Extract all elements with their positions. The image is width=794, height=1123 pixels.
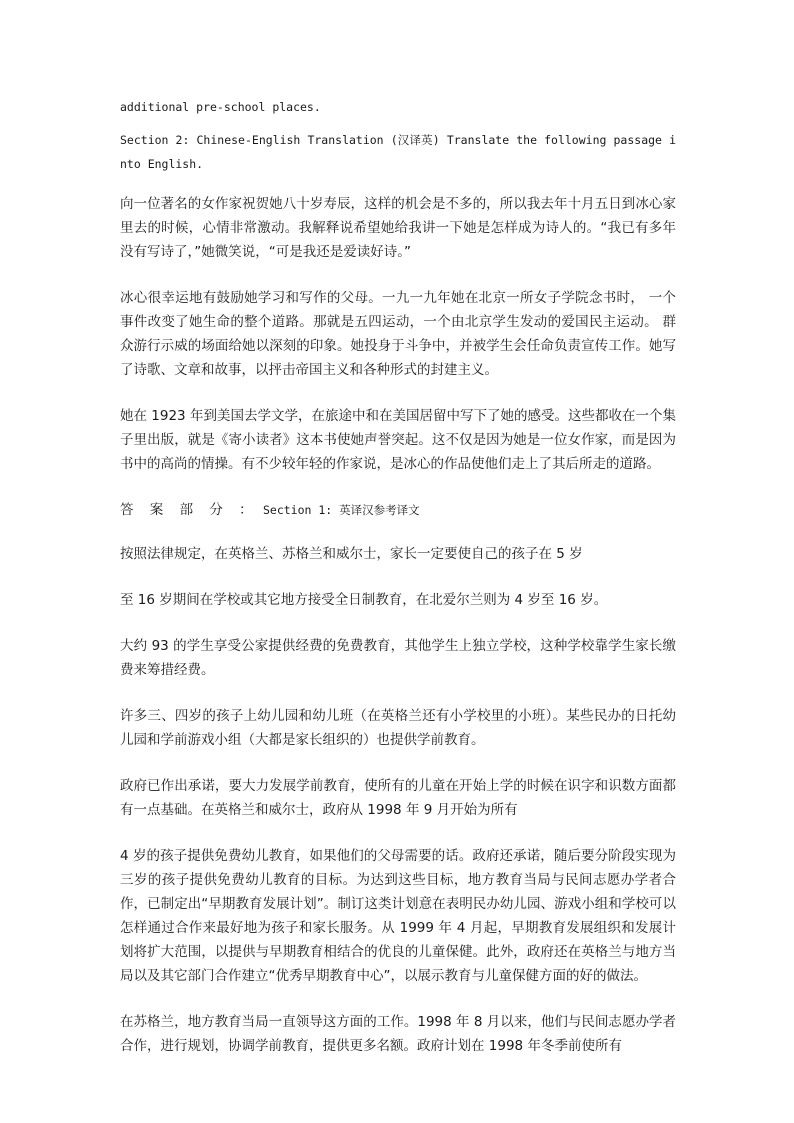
paragraph-english-ending: additional pre-school places. — [120, 100, 321, 114]
paragraph-bingxin-birthday: 向一位著名的女作家祝贺她八十岁寿辰，这样的机会是不多的，所以我去年十月五日到冰心家里去的时候，心情非常激动。我解释说希望她给我讲一下她是怎样成为诗人的。“我已有多年没有写诗了，”她微笑说，“可是我还是爱读好诗。” — [120, 196, 676, 260]
paragraph-bingxin-parents: 冰心很幸运地有鼓励她学习和写作的父母。一九一九年她在北京一所女子学院念书时， 一个事件改变了她生命的整个道路。那就是五四运动，一个由北京学生发动的爱国民主运动。 群众游行示威的场面给她以深刻的印象。她投身于斗争中，并被学生会任命负责宣传工作。她写了诗歌、文章和故事，以抨击帝国主义和各种形式的封建主义。 — [120, 290, 676, 378]
answer-section-heading — [120, 498, 676, 522]
paragraph-law-requirement: 按照法律规定，在英格兰、苏格兰和威尔士，家长一定要使自己的孩子在 5 岁 — [120, 546, 583, 562]
document-body — [120, 96, 676, 1080]
paragraph-age-range: 至 16 岁期间在学校或其它地方接受全日制教育，在北爱尔兰则为 4 岁至 16 岁。 — [120, 592, 608, 608]
answer-section-title: Section 1: 英译汉参考译文 — [262, 503, 420, 517]
paragraph-bingxin-america: 她在 1923 年到美国去学文学，在旅途中和在美国居留中写下了她的感受。这些都收在一个集子里出版，就是《寄小读者》这本书使她声誉突起。这不仅是因为她是一位女作家，而是因为书中的高尚的情操。有不少较年轻的作家说，是冰心的作品使他们走上了其后所走的道路。 — [120, 408, 676, 472]
section-2-heading: Section 2: Chinese-English Translation (汉译英) Translate the following passage into English. — [120, 133, 676, 171]
paragraph-kindergarten: 许多三、四岁的孩子上幼儿园和幼儿班（在英格兰还有小学校里的小班）。某些民办的日托幼儿园和学前游戏小组（大都是家长组织的）也提供学前教育。 — [120, 708, 676, 748]
paragraph-early-education-plan: 4 岁的孩子提供免费幼儿教育，如果他们的父母需要的话。政府还承诺，随后要分阶段实现为三岁的孩子提供免费幼儿教育的目标。为达到这些目标，地方教育当局与民间志愿办学者合作，已制定出“早期教育发展计划”。制订这类计划意在表明民办幼儿园、游戏小组和学校可以怎样通过合作来最好地为孩子和家长服务。从 1999 年 4 月起，早期教育发展组织和发展计划将扩大范围，以提供与早期教育相结合的优良的儿童保健。此外，政府还在英格兰与地方当局以及其它部门合作建立“优秀早期教育中心”，以展示教育与儿童保健方面的好的做法。 — [120, 848, 676, 984]
answer-section-label: 答 案 部 分 ： — [120, 502, 259, 518]
paragraph-government-commitment: 政府已作出承诺，要大力发展学前教育，使所有的儿童在开始上学的时候在识字和识数方面都有一点基础。在英格兰和威尔士，政府从 1998 年 9 月开始为所有 — [120, 778, 676, 818]
paragraph-scotland: 在苏格兰，地方教育当局一直领导这方面的工作。1998 年 8 月以来，他们与民间志愿办学者合作，进行规划，协调学前教育，提供更多名额。政府计划在 1998 年冬季前使所有 — [120, 1014, 676, 1054]
paragraph-free-education: 大约 93 的学生享受公家提供经费的免费教育，其他学生上独立学校，这种学校靠学生家长缴费来筹措经费。 — [120, 638, 676, 678]
